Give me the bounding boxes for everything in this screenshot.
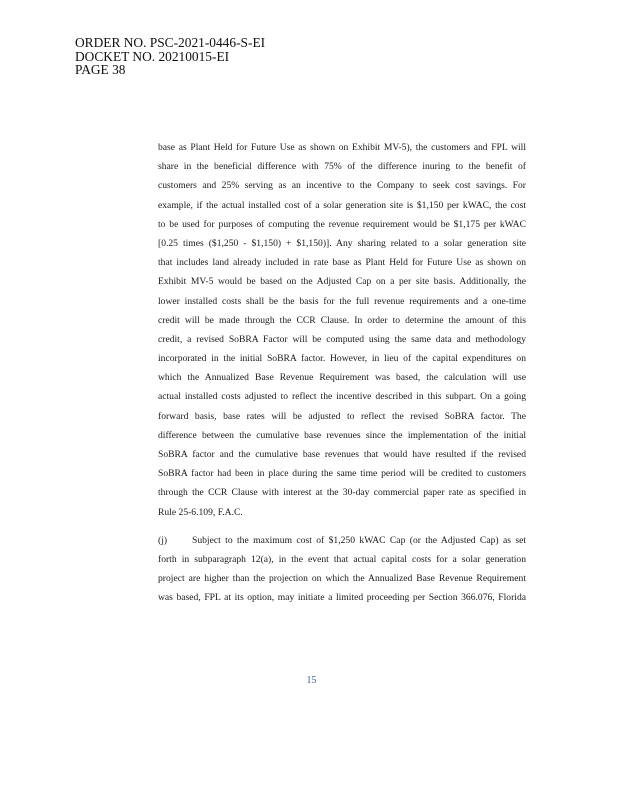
item-j-line: forth in subparagraph 12(a), in the event that actual capital costs for a solar generation	[158, 553, 526, 565]
item-j-line: Subject to the maximum cost of $1,250 kWAC Cap (or the Adjusted Cap) as set	[192, 534, 526, 546]
body-line: difference between the cumulative base revenues since the implementation of the initial	[158, 429, 526, 441]
body-line: forward basis, base rates will be adjusted to reflect the revised SoBRA factor. The	[158, 410, 526, 422]
body-line: to be used for purposes of computing the revenue requirement would be $1,175 per kWAC	[158, 218, 526, 230]
order-number: ORDER NO. PSC-2021-0446-S-EI	[75, 35, 266, 50]
body-line: Exhibit MV-5 would be based on the Adjusted Cap on a per site basis. Additionally, the	[158, 276, 526, 288]
body-line: lower installed costs shall be the basis for the full revenue requirements and a one-time	[158, 295, 526, 307]
body-line: share in the beneficial difference with 75% of the difference inuring to the benefit of	[158, 161, 526, 173]
body-line: SoBRA factor had been in place during the same time period will be credited to customers	[158, 468, 526, 480]
page-label: PAGE 38	[75, 62, 126, 77]
body-line: incorporated in the initial SoBRA factor. However, in lieu of the capital expenditures on	[158, 353, 526, 365]
body-line: through the CCR Clause with interest at the 30-day commercial paper rate as specified in	[158, 487, 526, 499]
item-j-line: was based, FPL at its option, may initiate a limited proceeding per Section 366.076, Florida	[158, 592, 526, 604]
body-line: [0.25 times ($1,250 - $1,150) + $1,150)]. Any sharing related to a solar generation site	[158, 237, 526, 249]
body-line: Rule 25-6.109, F.A.C.	[158, 506, 243, 518]
body-line: base as Plant Held for Future Use as shown on Exhibit MV-5), the customers and FPL will	[158, 142, 526, 153]
item-j-first-line	[158, 531, 526, 550]
docket-number: DOCKET NO. 20210015-EI	[75, 48, 230, 64]
body-line: which the Annualized Base Revenue Requirement was based, the calculation will use	[158, 372, 526, 384]
body-line: credit, a revised SoBRA Factor will be computed using the same data and methodology	[158, 333, 526, 345]
body-line: example, if the actual installed cost of a solar generation site is $1,150 per kWAC, the cost	[158, 199, 526, 211]
page-number: 15	[306, 675, 317, 686]
item-j-label: (j)	[158, 534, 168, 546]
body-line: actual installed costs adjusted to reflect the incentive described in this subpart. On a going	[158, 391, 526, 403]
body-line: that includes land already included in rate base as Plant Held for Future Use as shown on	[158, 257, 526, 269]
item-j-line: project are higher than the projection on which the Annualized Base Revenue Requirement	[158, 573, 526, 585]
document-header	[75, 36, 265, 77]
body-line: customers and 25% serving as an incentive to the Company to seek cost savings. For	[158, 180, 526, 192]
body-line: credit will be made through the CCR Clause. In order to determine the amount of this	[158, 314, 526, 326]
document-body	[158, 138, 526, 608]
body-line: SoBRA factor and the cumulative base revenues that would have resulted if the revised	[158, 449, 526, 460]
